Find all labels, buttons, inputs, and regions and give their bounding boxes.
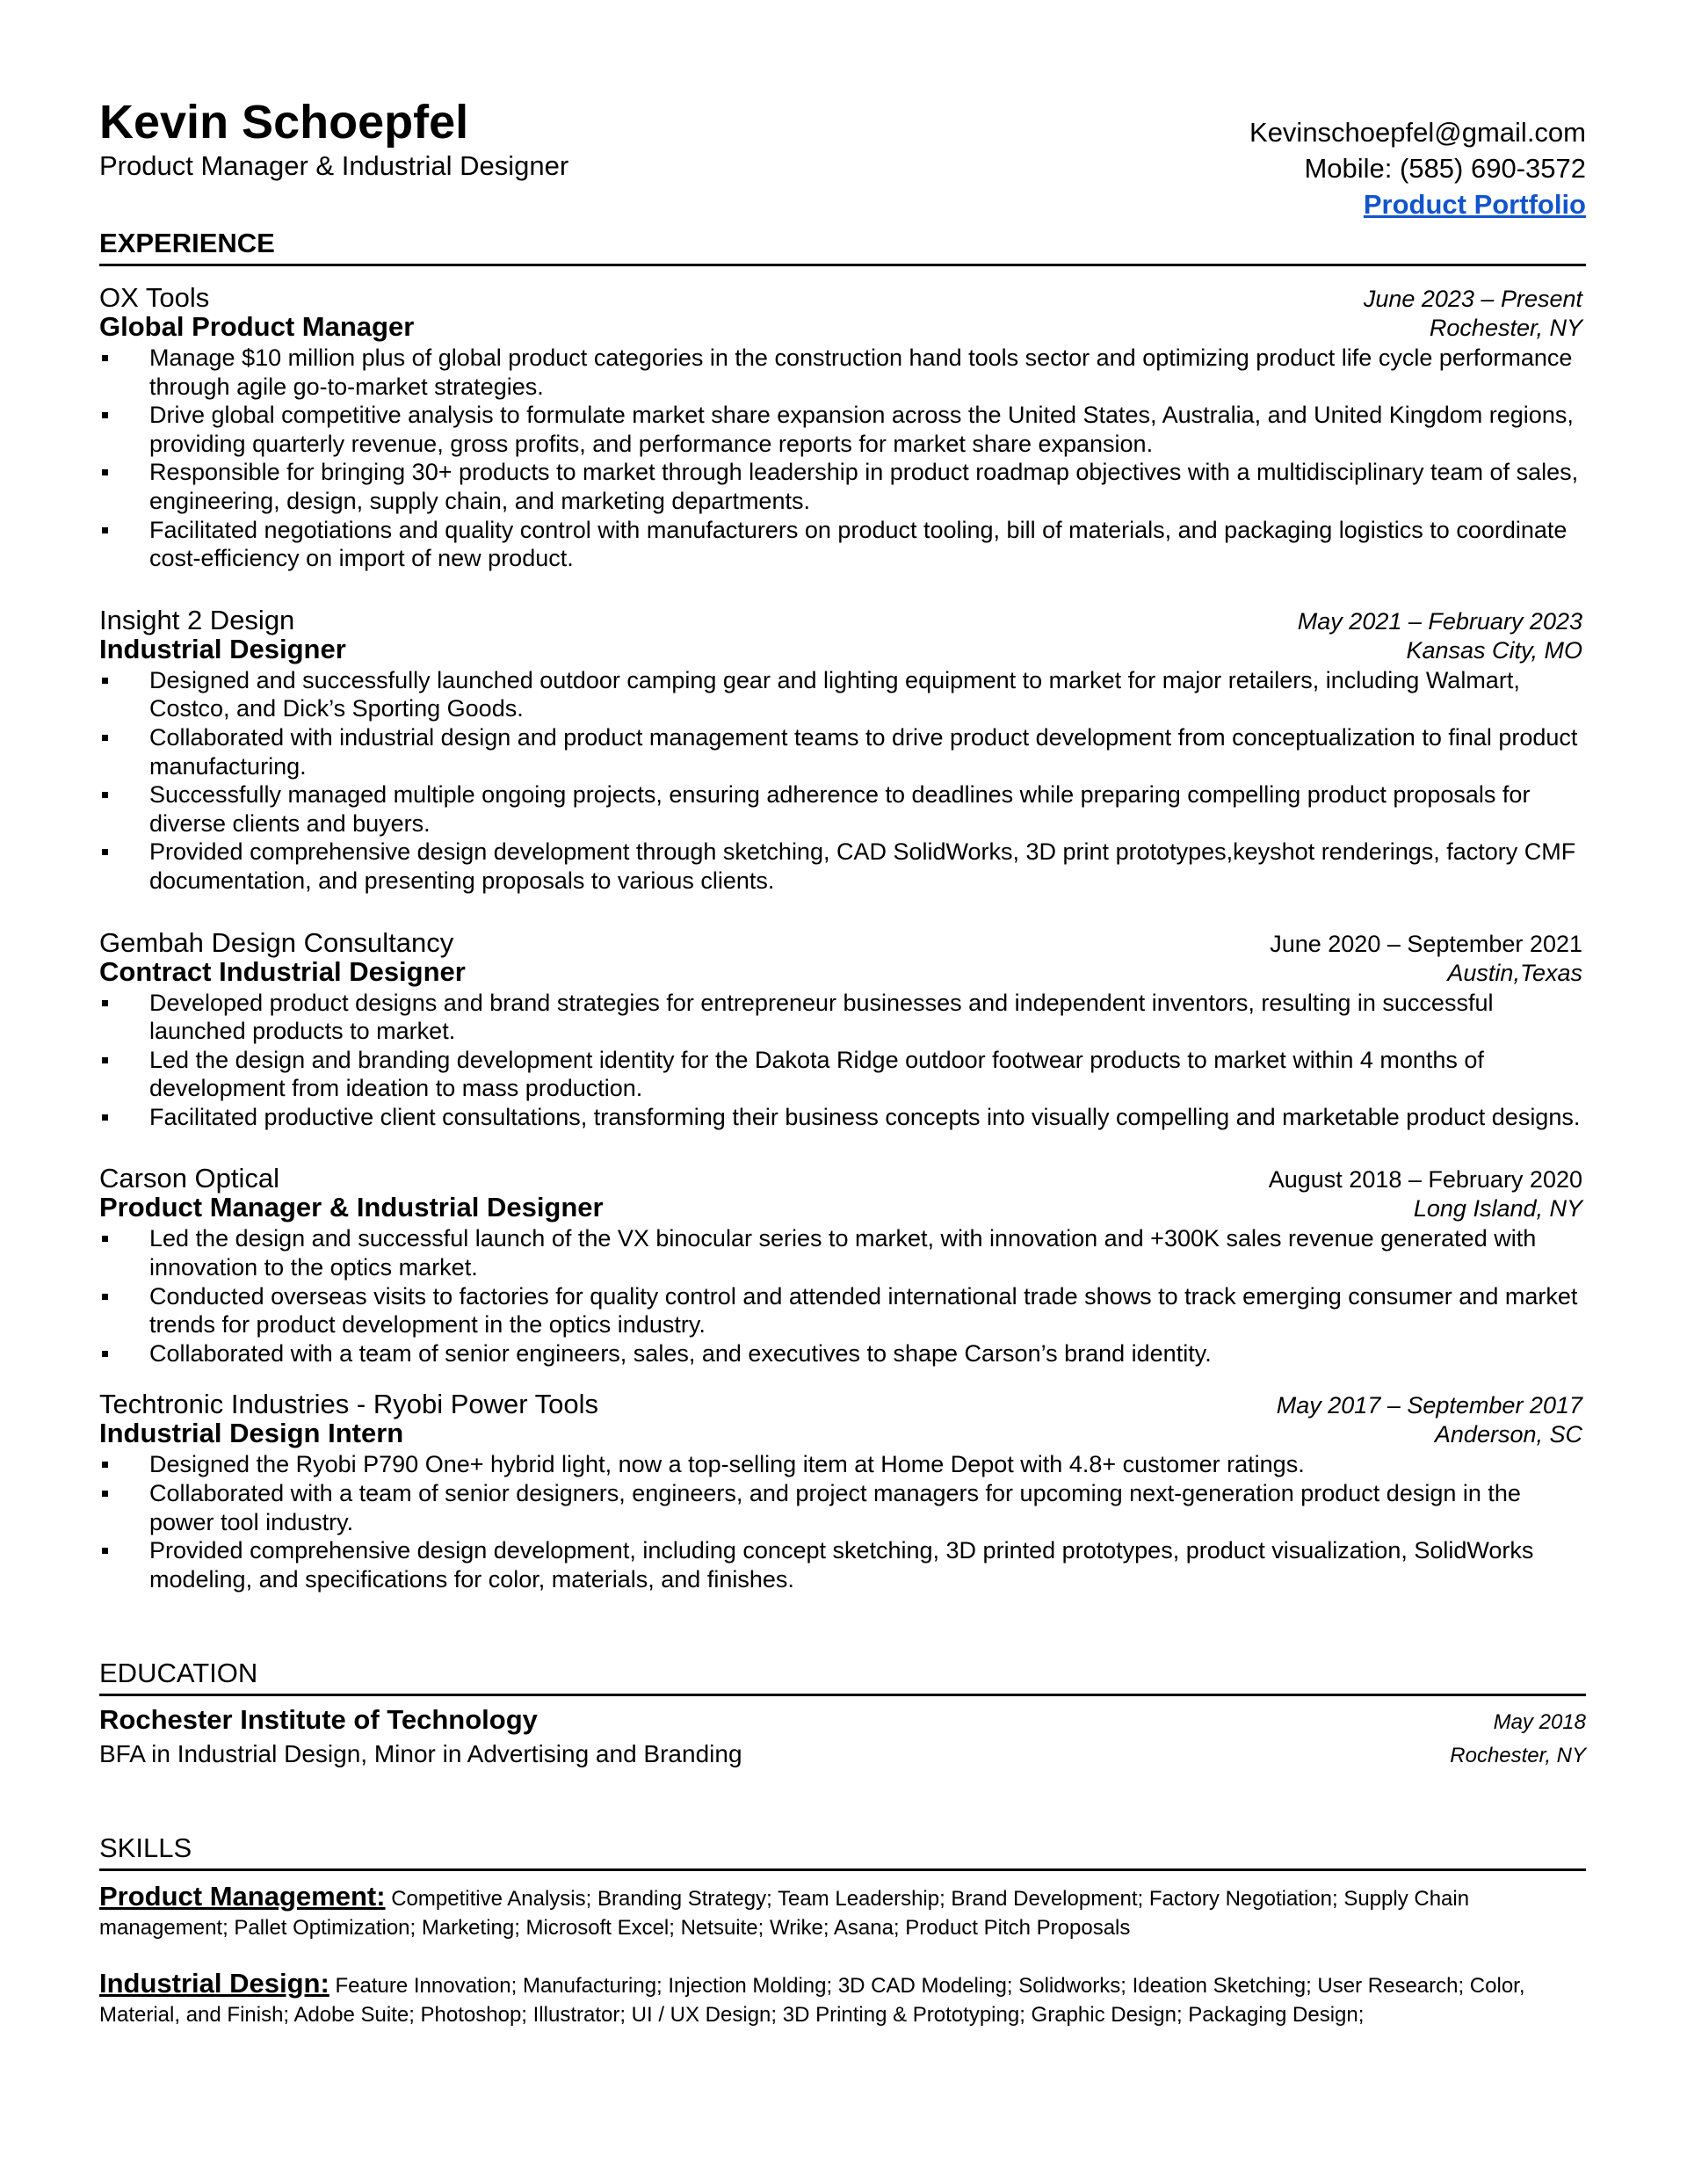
job-company: Carson Optical xyxy=(99,1163,280,1194)
job-bullet: Developed product designs and brand strategies for entrepreneur businesses and independent inventors, resulting in successful launched products to market. xyxy=(99,989,1586,1046)
candidate-name: Kevin Schoepfel xyxy=(99,96,469,149)
portfolio-link[interactable]: Product Portfolio xyxy=(1363,189,1586,220)
job-dates: June 2023 – Present xyxy=(1363,286,1582,312)
job-entry xyxy=(99,926,1586,1132)
job-bullets xyxy=(99,344,1586,573)
job-dates: May 2017 – September 2017 xyxy=(1276,1392,1582,1419)
job-role: Product Manager & Industrial Designer xyxy=(99,1192,604,1223)
graduation-date: May 2018 xyxy=(1493,1710,1586,1735)
school-name: Rochester Institute of Technology xyxy=(99,1704,538,1736)
candidate-title: Product Manager & Industrial Designer xyxy=(99,150,569,181)
contact-block xyxy=(1249,114,1586,222)
job-bullets xyxy=(99,1450,1586,1593)
job-bullets xyxy=(99,989,1586,1132)
job-dates: June 2020 – September 2021 xyxy=(1270,930,1582,957)
job-company: Gembah Design Consultancy xyxy=(99,926,454,958)
job-bullet: Drive global competitive analysis to formulate market share expansion across the United States, Australia, and United Kingdom regions, providing quarterly revenue, gross profits, and performance reports for market share expansion. xyxy=(99,401,1586,458)
job-role: Global Product Manager xyxy=(99,311,415,342)
skill-category: Industrial Design: xyxy=(99,1968,329,1999)
job-dates: May 2021 – February 2023 xyxy=(1297,607,1582,635)
job-role: Industrial Designer xyxy=(99,633,346,664)
job-company: Techtronic Industries - Ryobi Power Tools xyxy=(99,1389,599,1420)
email-text[interactable]: Kevinschoepfel@gmail.com xyxy=(1249,117,1586,148)
job-entry xyxy=(99,1165,1586,1368)
job-bullet: Successfully managed multiple ongoing projects, ensuring adherence to deadlines while preparing compelling product proposals for diverse clients and buyers. xyxy=(99,780,1586,838)
experience-heading: EXPERIENCE xyxy=(99,227,1586,266)
mobile-text: Mobile: (585) 690-3572 xyxy=(1304,153,1586,184)
job-location: Rochester, NY xyxy=(1429,315,1582,341)
job-location: Kansas City, MO xyxy=(1406,636,1582,664)
job-bullet: Led the design and branding development identity for the Dakota Ridge outdoor footwear products to market within 4 months of development from ideation to mass production. xyxy=(99,1046,1586,1103)
job-bullet: Responsible for bringing 30+ products to market through leadership in product roadmap objectives with a multidisciplinary team of sales, engineering, design, supply chain, and marketing departments. xyxy=(99,458,1586,515)
job-company: OX Tools xyxy=(99,282,210,313)
resume-header xyxy=(99,95,1586,227)
job-bullet: Led the design and successful launch of the VX binocular series to market, with innovation and +300K sales revenue generated with innovation to the optics market. xyxy=(99,1224,1586,1281)
education-heading: EDUCATION xyxy=(99,1657,1586,1696)
job-role: Industrial Design Intern xyxy=(99,1418,404,1449)
skill-group-industrial-design xyxy=(99,1969,1586,2029)
job-bullets xyxy=(99,1224,1586,1368)
job-bullet: Conducted overseas visits to factories for quality control and attended international trade shows to track emerging consumer and market trends for product development in the optics industry. xyxy=(99,1282,1586,1339)
job-location: Long Island, NY xyxy=(1413,1195,1582,1223)
job-bullet: Collaborated with a team of senior engineers, sales, and executives to shape Carson’s brand identity. xyxy=(99,1339,1586,1368)
job-bullet: Collaborated with a team of senior designers, engineers, and project managers for upcoming next-generation product design in the power tool industry. xyxy=(99,1479,1586,1536)
job-bullet: Facilitated negotiations and quality control with manufacturers on product tooling, bill of materials, and packaging logistics to coordinate cost-efficiency on import of new product. xyxy=(99,516,1586,573)
school-location: Rochester, NY xyxy=(1450,1744,1586,1768)
job-bullet: Collaborated with industrial design and product management teams to drive product development from conceptualization to final product manufacturing. xyxy=(99,723,1586,780)
skill-group-product-management xyxy=(99,1882,1586,1942)
job-bullets xyxy=(99,666,1586,896)
job-bullet: Provided comprehensive design development, including concept sketching, 3D printed prototypes, product visualization, SolidWorks modeling, and specifications for color, materials, and finishes. xyxy=(99,1536,1586,1593)
skill-items: Competitive Analysis; Branding Strategy; Team Leadership; Brand Development; Factory Negotiation; Supply Chain management; Pallet Optimization; Marketing; Microsoft Excel; Netsuite; Wrike; Asana; Product Pitch Proposals xyxy=(99,1887,1470,1941)
job-entry xyxy=(99,606,1586,896)
education-entry xyxy=(99,1703,1586,1772)
job-company: Insight 2 Design xyxy=(99,604,295,635)
job-entry xyxy=(99,284,1586,573)
resume-page xyxy=(99,95,1586,2029)
job-role: Contract Industrial Designer xyxy=(99,955,466,987)
job-location: Austin,Texas xyxy=(1447,959,1582,986)
degree-text: BFA in Industrial Design, Minor in Advertising and Branding xyxy=(99,1740,742,1768)
job-bullet: Provided comprehensive design development through sketching, CAD SolidWorks, 3D print prototypes,keyshot renderings, factory CMF documentation, and presenting proposals to various clients. xyxy=(99,838,1586,895)
skill-items: Feature Innovation; Manufacturing; Injection Molding; 3D CAD Modeling; Solidworks; Ideation Sketching; User Research; Color, Material, and Finish; Adobe Suite; Photoshop; Illustrator; UI / UX Design; 3D Printing & Prototyping; Graphic Design; Packaging Design; xyxy=(99,1974,1525,2028)
skill-category: Product Management: xyxy=(99,1881,386,1912)
job-bullet: Manage $10 million plus of global product categories in the construction hand tools sector and optimizing product life cycle performance through agile go-to-market strategies. xyxy=(99,344,1586,401)
skills-heading: SKILLS xyxy=(99,1832,1586,1871)
job-entry xyxy=(99,1390,1586,1593)
job-location: Anderson, SC xyxy=(1434,1421,1582,1448)
job-bullet: Facilitated productive client consultations, transforming their business concepts into visually compelling and marketable product designs. xyxy=(99,1103,1586,1132)
job-bullet: Designed the Ryobi P790 One+ hybrid light, now a top-selling item at Home Depot with 4.8+ customer ratings. xyxy=(99,1450,1586,1479)
job-bullet: Designed and successfully launched outdoor camping gear and lighting equipment to market for major retailers, including Walmart, Costco, and Dick’s Sporting Goods. xyxy=(99,666,1586,723)
job-dates: August 2018 – February 2020 xyxy=(1268,1166,1582,1194)
